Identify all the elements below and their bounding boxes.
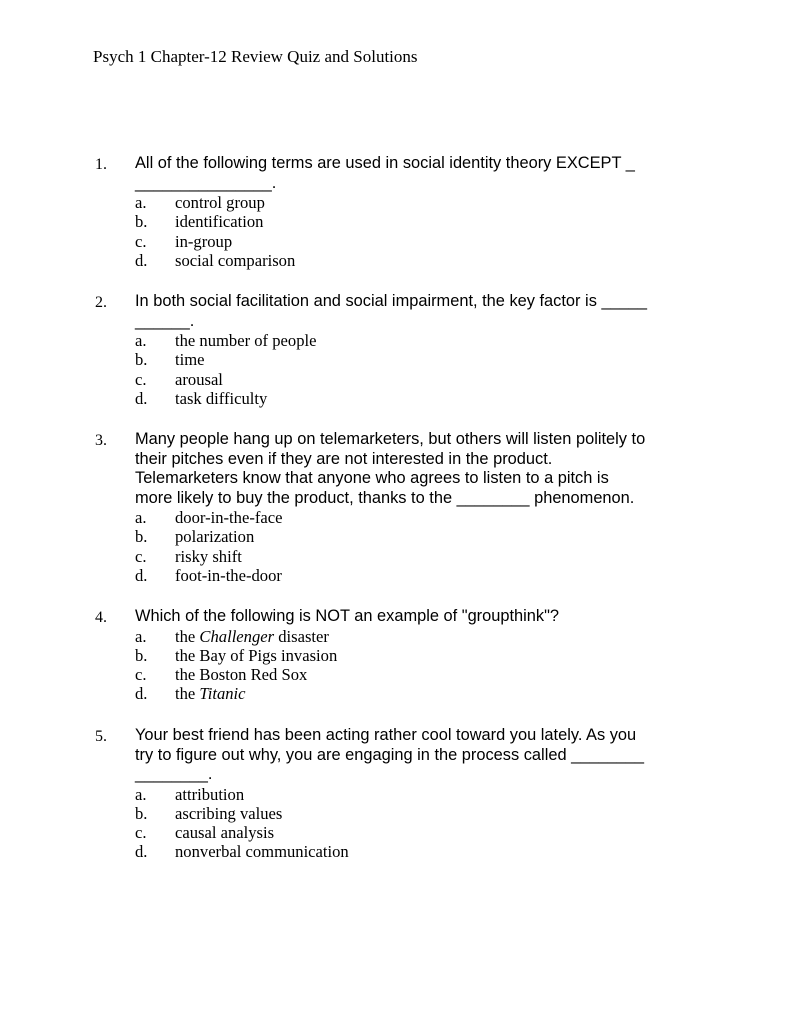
option-text <box>175 627 329 646</box>
option-letter: c. <box>135 665 147 685</box>
option-text: task difficulty <box>175 388 268 408</box>
stem-line: try to figure out why, you are engaging in the process called ________ <box>135 745 645 764</box>
question-1 <box>95 154 715 270</box>
stem-line: more likely to buy the product, thanks to the ________ phenomenon. <box>135 488 635 507</box>
option-c <box>95 665 715 684</box>
option-text-italic: Titanic <box>199 684 246 704</box>
option-letter: d. <box>135 684 148 704</box>
option-a <box>95 331 715 350</box>
option-d <box>95 842 715 861</box>
option-letter: b. <box>135 527 148 547</box>
option-b <box>95 527 715 546</box>
option-text: attribution <box>175 784 245 804</box>
option-text: risky shift <box>175 546 242 566</box>
option-d <box>95 566 715 585</box>
option-letter: b. <box>135 350 148 370</box>
stem-line: their pitches even if they are not interested in the product. <box>135 449 553 468</box>
option-text: social comparison <box>175 250 296 270</box>
stem-line: Telemarketers know that anyone who agrees to listen to a pitch is <box>135 469 609 487</box>
option-letter: d. <box>135 388 148 408</box>
stem-line: ________. <box>135 765 213 783</box>
option-letter: d. <box>135 250 148 270</box>
question-stem <box>135 430 705 508</box>
question-stem <box>135 726 705 785</box>
option-c <box>95 547 715 566</box>
question-3 <box>95 430 715 585</box>
option-b <box>95 212 715 231</box>
option-text-italic: Challenger <box>199 626 275 646</box>
option-b <box>95 646 715 665</box>
answer-options <box>95 331 715 408</box>
option-text: control group <box>175 193 265 212</box>
option-b <box>95 804 715 823</box>
question-number: 5. <box>95 728 107 745</box>
option-d <box>95 684 715 703</box>
option-letter: a. <box>135 784 147 804</box>
option-text: the Bay of Pigs invasion <box>175 645 338 665</box>
stem-line: Your best friend has been acting rather cool toward you lately. As you <box>135 726 637 744</box>
stem-line: Many people hang up on telemarketers, but others will listen politely to <box>135 430 646 448</box>
question-number: 1. <box>95 156 107 173</box>
option-letter: c. <box>135 369 147 389</box>
option-letter: a. <box>135 626 147 646</box>
option-text-suffix: disaster <box>274 626 329 646</box>
question-number: 3. <box>95 432 107 449</box>
question-stem <box>135 607 705 627</box>
option-text: the Boston Red Sox <box>175 665 308 685</box>
question-stem <box>135 292 705 331</box>
page-title: Psych 1 Chapter-12 Review Quiz and Solutions <box>93 47 418 66</box>
stem-line: In both social facilitation and social impairment, the key factor is _____ <box>135 292 648 310</box>
option-letter: a. <box>135 331 147 350</box>
option-letter: c. <box>135 546 147 566</box>
option-a <box>95 785 715 804</box>
answer-options <box>95 627 715 704</box>
option-text <box>175 684 246 703</box>
option-c <box>95 823 715 842</box>
option-a <box>95 508 715 527</box>
question-number: 2. <box>95 294 107 311</box>
question-2 <box>95 292 715 408</box>
option-letter: b. <box>135 645 148 665</box>
answer-options <box>95 193 715 270</box>
option-text: door-in-the-face <box>175 508 283 527</box>
stem-line: ______. <box>135 311 195 330</box>
option-text-prefix: the <box>175 626 200 646</box>
stem-line: _______________. <box>135 173 277 192</box>
option-d <box>95 251 715 270</box>
question-4 <box>95 607 715 704</box>
stem-line: All of the following terms are used in social identity theory EXCEPT _ <box>135 154 635 172</box>
option-text: nonverbal communication <box>175 842 349 862</box>
option-a <box>95 193 715 212</box>
option-text: the number of people <box>175 331 317 350</box>
option-c <box>95 370 715 389</box>
option-c <box>95 232 715 251</box>
option-letter: d. <box>135 842 148 862</box>
question-stem <box>135 154 705 193</box>
option-text: time <box>175 350 205 370</box>
answer-options <box>95 785 715 862</box>
option-letter: a. <box>135 508 147 527</box>
answer-options <box>95 508 715 585</box>
option-a <box>95 627 715 646</box>
option-letter: b. <box>135 803 148 823</box>
option-text: arousal <box>175 369 223 389</box>
option-letter: a. <box>135 193 147 212</box>
option-text: in-group <box>175 231 233 251</box>
option-letter: b. <box>135 212 148 232</box>
option-letter: d. <box>135 565 148 585</box>
option-letter: c. <box>135 823 147 843</box>
option-text: foot-in-the-door <box>175 565 282 585</box>
stem-line: Which of the following is NOT an example of "groupthink"? <box>135 607 560 625</box>
option-text: causal analysis <box>175 823 275 843</box>
question-5 <box>95 726 715 862</box>
question-number: 4. <box>95 609 107 626</box>
option-text: polarization <box>175 527 255 547</box>
option-text: identification <box>175 212 264 232</box>
option-d <box>95 389 715 408</box>
option-text: ascribing values <box>175 803 283 823</box>
option-letter: c. <box>135 231 147 251</box>
option-b <box>95 350 715 369</box>
option-text-prefix: the <box>175 684 200 704</box>
